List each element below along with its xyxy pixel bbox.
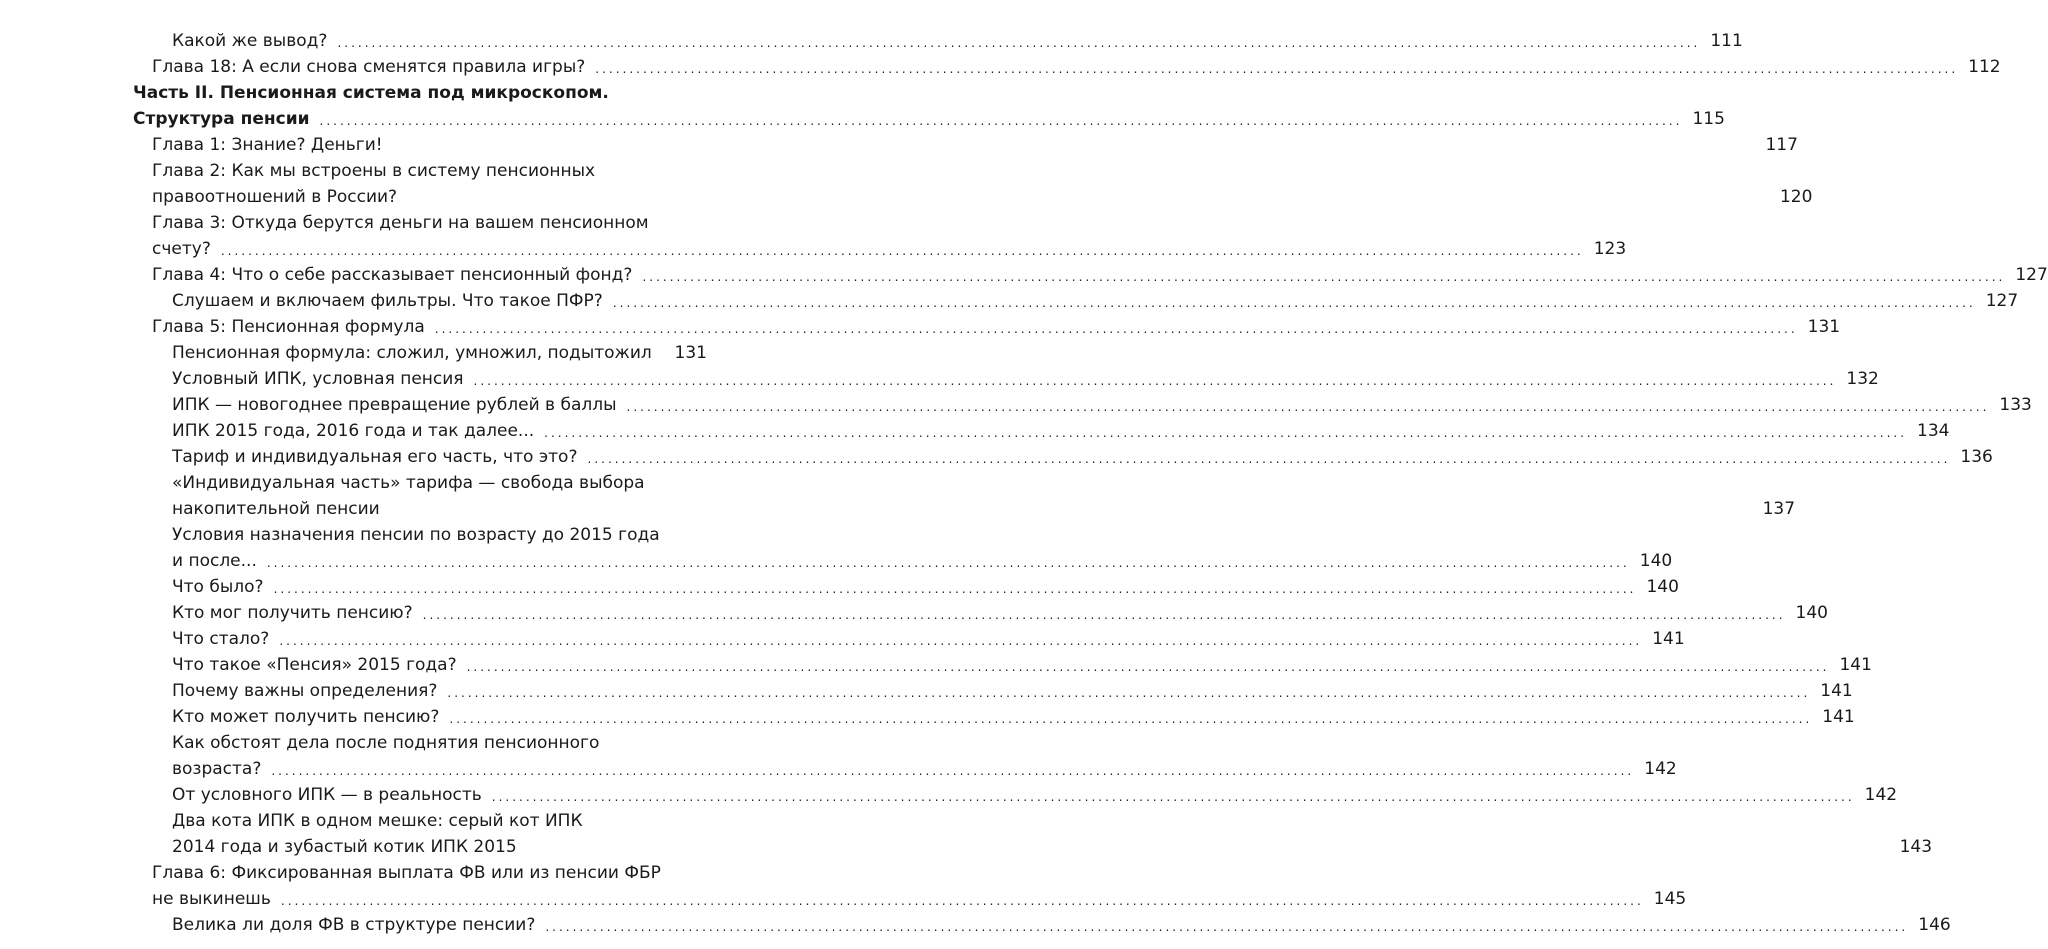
toc-entry-line[interactable] <box>172 522 707 548</box>
toc-entry[interactable] <box>172 756 1677 782</box>
toc-entry[interactable] <box>172 834 1933 860</box>
toc-entry-line[interactable] <box>152 210 707 236</box>
toc-entry-title: Кто мог получить пенсию? <box>172 600 413 626</box>
toc-entry-title: ИПК 2015 года, 2016 года и так далее... <box>172 418 534 444</box>
toc-page-number: 140 <box>1795 603 1828 623</box>
toc-entry-title: Глава 18: А если снова сменятся правила игры? <box>152 54 585 80</box>
toc-entry[interactable] <box>152 236 1627 262</box>
toc-part-heading[interactable] <box>133 80 707 106</box>
dot-leader: ........................................................................................................................................................................................................ <box>447 686 1811 700</box>
toc-entry[interactable] <box>172 678 1853 704</box>
toc-entry[interactable] <box>172 28 1743 54</box>
toc-entry-title: Условия назначения пенсии по возрасту до 2015 года <box>172 522 660 548</box>
toc-page-number: 143 <box>1899 837 1933 857</box>
toc-page-number: 115 <box>1692 109 1725 129</box>
toc-page-number: 146 <box>1918 915 1951 935</box>
toc-entry[interactable] <box>172 340 707 366</box>
toc-entry-title: не выкинешь <box>152 886 271 912</box>
dot-leader: ........................................................................................................................................................................................................ <box>595 62 1959 76</box>
dot-leader: ........................................................................................................................................................................................................ <box>449 712 1813 726</box>
toc-entry-title: Пенсионная формула: сложил, умножил, подытожил <box>172 340 652 366</box>
toc-page-number: 123 <box>1593 239 1627 259</box>
dot-leader: ........................................................................................................................................................................................................ <box>466 660 1830 674</box>
toc-entry[interactable] <box>152 262 2048 288</box>
toc-entry[interactable] <box>172 574 1679 600</box>
toc-entry-line[interactable] <box>172 730 707 756</box>
toc-entry-title: Глава 4: Что о себе рассказывает пенсионный фонд? <box>152 262 632 288</box>
toc-entry[interactable] <box>172 366 1879 392</box>
toc-page-number: 142 <box>1864 785 1898 805</box>
toc-entry-title: правоотношений в России? <box>152 184 397 210</box>
toc-entry-line[interactable] <box>152 158 707 184</box>
toc-entry[interactable] <box>172 392 2032 418</box>
toc-entry-title: Глава 5: Пенсионная формула <box>152 314 425 340</box>
toc-entry[interactable] <box>172 782 1898 808</box>
dot-leader: ........................................................................................................................................................................................................ <box>626 400 1990 414</box>
toc-page-number: 141 <box>1822 707 1855 727</box>
toc-entry-title: Два кота ИПК в одном мешке: серый кот ИПК <box>172 808 583 834</box>
toc-entry[interactable] <box>152 132 1798 158</box>
toc-entry-title: Что стало? <box>172 626 269 652</box>
toc-page-number: 127 <box>1985 291 2019 311</box>
toc-entry-title: Велика ли доля ФВ в структуре пенсии? <box>172 912 535 938</box>
toc-entry[interactable] <box>172 444 1993 470</box>
toc-page-number: 140 <box>1646 577 1679 597</box>
dot-leader: ........................................................................................................................................................................................................ <box>434 322 1798 336</box>
toc-entry-title: и после... <box>172 548 257 574</box>
toc-entry[interactable] <box>172 600 1828 626</box>
toc-entry-line[interactable] <box>152 860 707 886</box>
toc-entry-title: Почему важны определения? <box>172 678 437 704</box>
dot-leader: ........................................................................................................................................................................................................ <box>273 582 1637 596</box>
toc-page-number: 133 <box>1999 395 2032 415</box>
toc-entry-title: накопительной пенсии <box>172 496 380 522</box>
toc-entry-title: Структура пенсии <box>133 106 310 132</box>
toc-entry[interactable] <box>172 288 2019 314</box>
dot-leader: ........................................................................................................................................................................................................ <box>280 894 1644 908</box>
toc-entry[interactable] <box>152 886 1687 912</box>
dot-leader: ........................................................................................................................................................................................................ <box>612 296 1976 310</box>
dot-leader: ........................................................................................................................................................................................................ <box>266 556 1630 570</box>
toc-entry-title: Глава 6: Фиксированная выплата ФВ или из пенсии ФБР <box>152 860 661 886</box>
toc-entry[interactable] <box>172 912 1951 938</box>
toc-entry[interactable] <box>172 652 1872 678</box>
toc-entry-title: Что такое «Пенсия» 2015 года? <box>172 652 457 678</box>
toc-entry-title: возраста? <box>172 756 261 782</box>
toc-entry-title: Какой же вывод? <box>172 28 327 54</box>
toc-entry[interactable] <box>152 184 1813 210</box>
dot-leader: ........................................................................................................................................................................................................ <box>473 374 1837 388</box>
toc-entry-title: Кто может получить пенсию? <box>172 704 439 730</box>
dot-leader: ........................................................................................................................................................................................................ <box>422 608 1786 622</box>
toc-page-number: 137 <box>1762 499 1796 519</box>
toc-page-number: 141 <box>1839 655 1872 675</box>
toc-page-number: 131 <box>674 343 707 363</box>
toc-entry-title: ИПК — новогоднее превращение рублей в баллы <box>172 392 617 418</box>
dot-leader: ........................................................................................................................................................................................................ <box>642 270 2006 284</box>
toc-entry[interactable] <box>152 54 2001 80</box>
toc-page-number: 145 <box>1653 889 1687 909</box>
toc-page-number: 136 <box>1960 447 1993 467</box>
dot-leader: ........................................................................................................................................................................................................ <box>271 764 1635 778</box>
dot-leader: ........................................................................................................................................................................................................ <box>587 452 1951 466</box>
toc-entry-title: Глава 3: Откуда берутся деньги на вашем пенсионном <box>152 210 649 236</box>
dot-leader: ........................................................................................................................................................................................................ <box>279 634 1643 648</box>
toc-entry-title: счету? <box>152 236 211 262</box>
toc-entry-title: Слушаем и включаем фильтры. Что такое ПФР? <box>172 288 603 314</box>
toc-entry-title: Тариф и индивидуальная его часть, что это? <box>172 444 578 470</box>
toc-page-number: 134 <box>1917 421 1950 441</box>
toc-page-number: 131 <box>1807 317 1841 337</box>
toc-entry-title: От условного ИПК — в реальность <box>172 782 482 808</box>
toc-entry-line[interactable] <box>172 808 707 834</box>
toc-entry-title: Что было? <box>172 574 264 600</box>
toc-entry[interactable] <box>152 314 1841 340</box>
toc-entry-title: Глава 2: Как мы встроены в систему пенсионных <box>152 158 595 184</box>
toc-page-number: 120 <box>1779 187 1813 207</box>
toc-entry[interactable] <box>172 704 1855 730</box>
dot-leader: ........................................................................................................................................................................................................ <box>337 36 1701 50</box>
dot-leader: ........................................................................................................................................................................................................ <box>545 920 1909 934</box>
dot-leader: ........................................................................................................................................................................................................ <box>220 244 1584 258</box>
dot-leader: ........................................................................................................................................................................................................ <box>491 790 1855 804</box>
toc-page-number: 141 <box>1820 681 1853 701</box>
toc-entry-line[interactable] <box>172 470 707 496</box>
toc-entry-title: Часть II. Пенсионная система под микроскопом. <box>133 80 609 106</box>
toc-entry[interactable] <box>172 418 1950 444</box>
toc-entry-title: Глава 1: Знание? Деньги! <box>152 132 383 158</box>
toc-page-number: 132 <box>1846 369 1879 389</box>
toc-entry[interactable] <box>172 548 1673 574</box>
toc-page-number: 141 <box>1652 629 1685 649</box>
toc-entry-title: Как обстоят дела после поднятия пенсионного <box>172 730 599 756</box>
toc-page-number: 112 <box>1968 57 2001 77</box>
toc-entry[interactable] <box>133 106 1725 132</box>
toc-entry-title: «Индивидуальная часть» тарифа — свобода выбора <box>172 470 645 496</box>
toc-page-number: 111 <box>1710 31 1743 51</box>
dot-leader: ........................................................................................................................................................................................................ <box>319 114 1683 128</box>
toc-page-number: 127 <box>2015 265 2048 285</box>
toc-entry-title: Условный ИПК, условная пенсия <box>172 366 464 392</box>
toc-page-number: 140 <box>1639 551 1673 571</box>
toc-page-number: 142 <box>1644 759 1677 779</box>
toc-entry[interactable] <box>172 626 1685 652</box>
toc-page-number: 117 <box>1765 135 1798 155</box>
toc-entry-title: 2014 года и зубастый котик ИПК 2015 <box>172 834 517 860</box>
toc-entry[interactable] <box>172 496 1796 522</box>
dot-leader: ........................................................................................................................................................................................................ <box>544 426 1908 440</box>
